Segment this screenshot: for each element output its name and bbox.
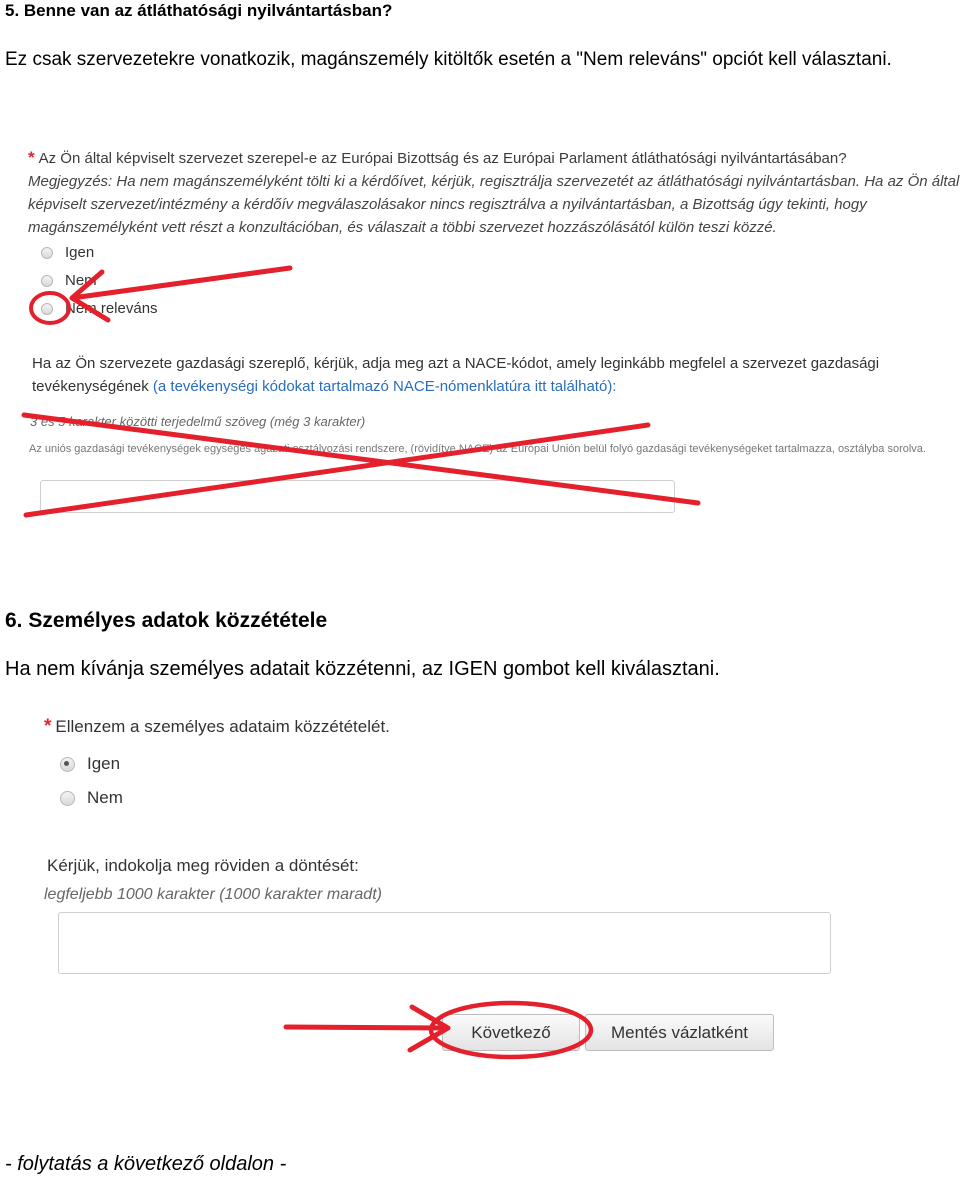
option-label: Nem releváns [65,300,158,317]
personal-data-question-text: Ellenzem a személyes adataim közzétételét. [55,717,390,736]
radio-button[interactable] [60,791,75,806]
option-nem[interactable] [60,788,123,808]
radio-button[interactable] [41,247,53,259]
transparency-question-text: Az Ön által képviselt szervezet szerepel-e az Európai Bizottság és az Európai Parlament átláthatósági nyilvántartásában? [38,150,847,167]
transparency-question [28,146,960,239]
annotation-arrow-icon [286,1007,448,1050]
section6-intro: Ha nem kívánja személyes adatait közzétenni, az IGEN gombot kell kiválasztani. [5,658,720,680]
nace-question-text: Ha az Ön szervezete gazdasági szereplő, kérjük, adja meg azt a NACE-kódot, amely leginkább megfelel a szervezet gazdasági tevékenységének [32,355,880,395]
nace-question [32,352,952,398]
option-nem-relevans[interactable] [41,300,158,317]
section5-intro: Ez csak szervezetekre vonatkozik, magánszemély kitöltők esetén a "Nem releváns" opciót kell választani. [5,49,892,70]
continuation-note: - folytatás a következő oldalon - [5,1153,287,1175]
radio-button[interactable] [41,303,53,315]
nace-input[interactable] [40,480,675,513]
option-label: Nem [65,272,97,289]
required-marker: * [44,716,52,737]
personal-data-question [44,716,390,738]
next-button[interactable]: Következő [442,1014,580,1051]
save-draft-button[interactable]: Mentés vázlatként [585,1014,774,1051]
option-label: Igen [65,244,95,261]
nace-help: Az uniós gazdasági tevékenységek egységes ágazati osztályozási rendszere, (rövidítve NACE) az Európai Unión belül folyó gazdasági tevékenységeket tartalmazza, osztályba sorolva. [29,443,926,455]
reason-hint: legfeljebb 1000 karakter (1000 karakter maradt) [44,886,382,903]
option-igen[interactable] [41,244,94,261]
option-igen[interactable] [60,754,120,774]
section5-heading: 5. Benne van az átláthatósági nyilvántartásban? [5,1,393,20]
option-nem[interactable] [41,272,97,289]
option-label: Nem [87,788,123,807]
nace-hint: 3 és 5 karakter közötti terjedelmű szöveg (még 3 karakter) [30,414,366,429]
reason-label: Kérjük, indokolja meg röviden a döntését: [47,856,359,875]
radio-button-checked[interactable] [60,757,75,772]
reason-input[interactable] [58,912,831,974]
radio-button[interactable] [41,275,53,287]
nace-link[interactable]: (a tevékenységi kódokat tartalmazó NACE-nómenklatúra itt található): [152,378,617,395]
transparency-note: Megjegyzés: Ha nem magánszemélyként tölti ki a kérdőívet, kérjük, regisztrálja szervezetét az átláthatósági nyilvántartásban. Ha az Ön által képviselt szervezet/intézmény a kérdőív megválaszolásakor nincs regisztrálva a nyilvántartásban, a Bizottság úgy tekinti, hogy magánszemélyként vett részt a konzultációban, és válaszait a többi szervezet hozzászólásától külön teszi közzé. [28,173,960,236]
section6-heading: 6. Személyes adatok közzététele [5,609,328,632]
required-marker: * [28,148,35,167]
option-label: Igen [87,754,121,773]
